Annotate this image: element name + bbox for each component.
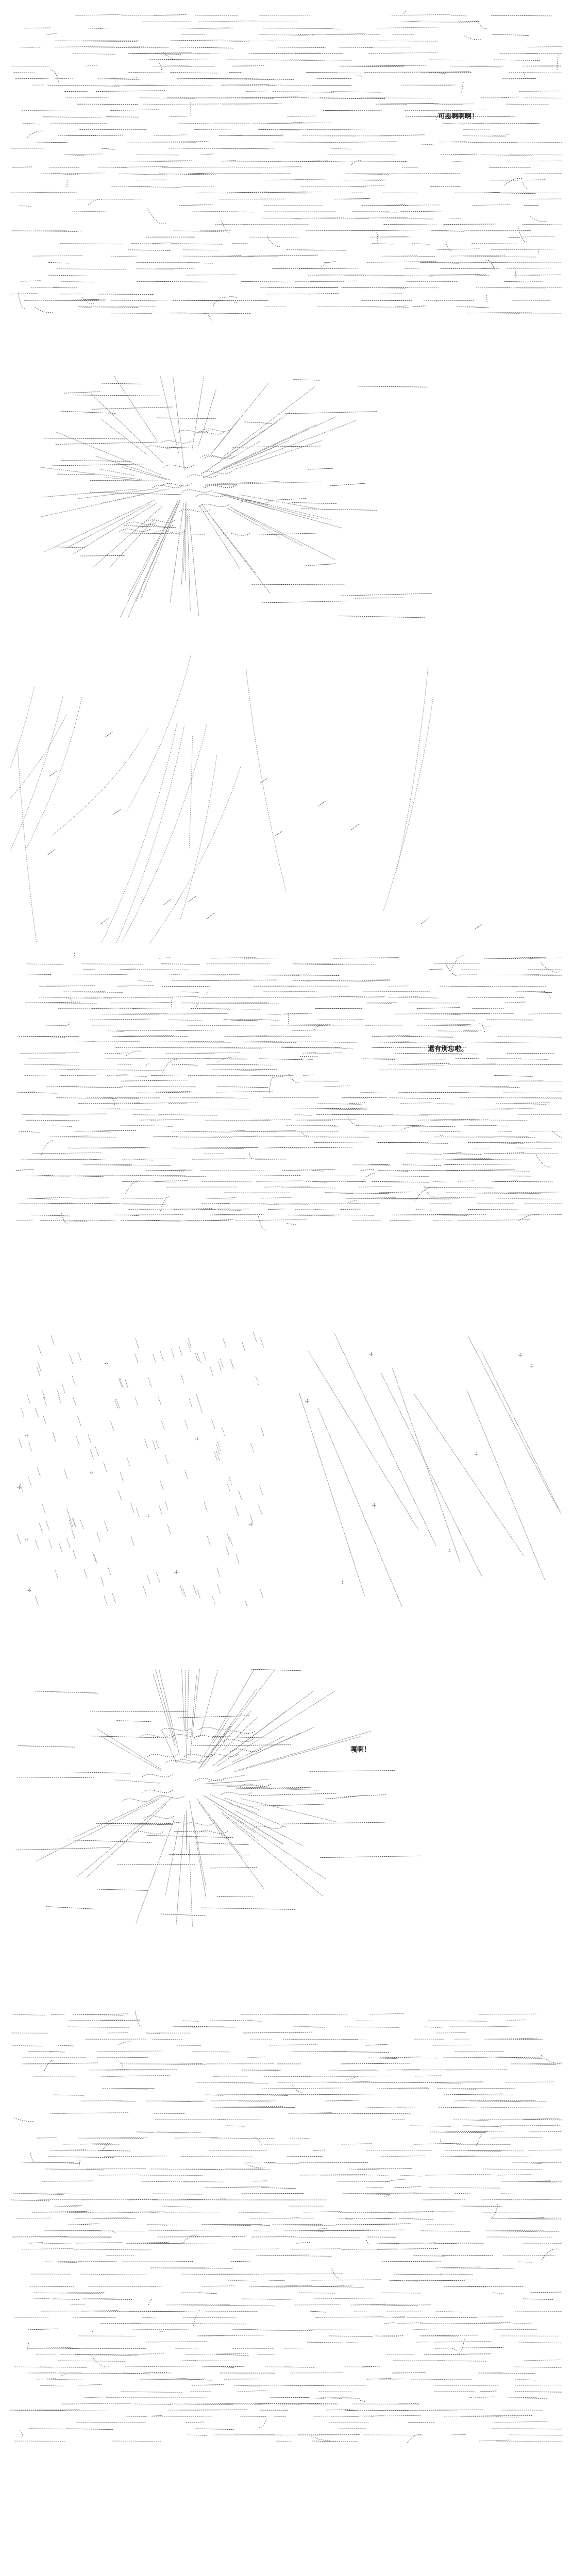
panel-4-art	[15, 953, 562, 1231]
panel-7	[10, 2009, 562, 2452]
panel-5	[15, 1329, 562, 1607]
panel-6-art	[10, 1669, 562, 1927]
panel-2-art	[41, 376, 495, 618]
panel-6-caption: 嘎啊！	[350, 1746, 371, 1754]
panel-1-caption: 可惡啊啊啊！	[438, 113, 479, 121]
panel-1	[10, 10, 562, 325]
panel-3-art	[10, 654, 562, 943]
panel-3	[10, 654, 562, 943]
panel-6	[10, 1669, 562, 1927]
panel-7-art	[10, 2009, 562, 2452]
panel-4-caption: 還有別忘啦。	[428, 1045, 468, 1053]
panel-2	[41, 376, 495, 618]
panel-1-art	[10, 10, 562, 325]
panel-5-art	[15, 1329, 562, 1607]
panel-4	[15, 953, 562, 1231]
